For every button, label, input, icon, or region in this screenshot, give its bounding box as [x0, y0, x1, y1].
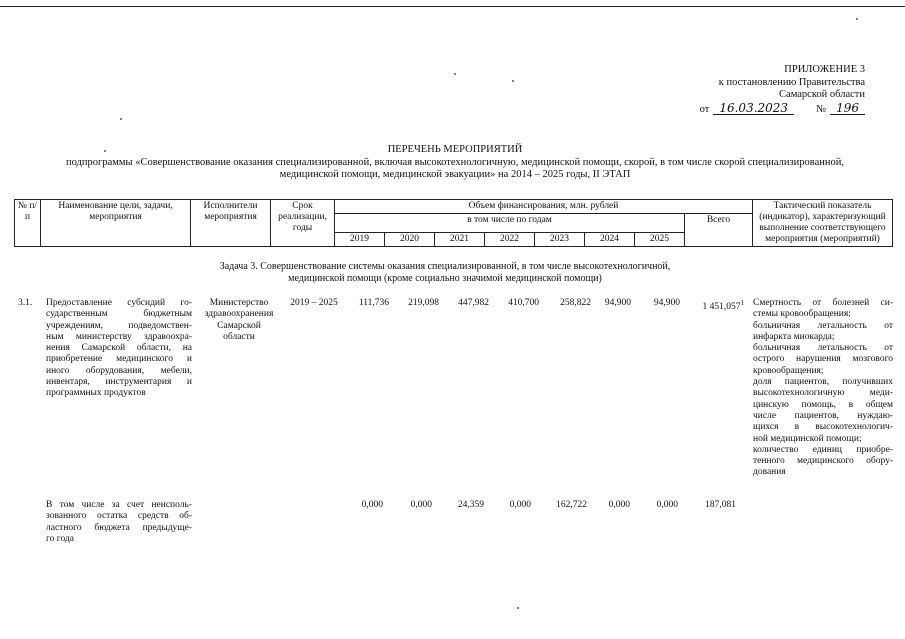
executor-line: Министерство	[209, 298, 269, 308]
indicator-line: кровообращения;	[753, 365, 824, 376]
annex-line-3: Самарской области	[779, 89, 865, 100]
executor-line: здравоохранения	[204, 309, 274, 320]
header-year: 2023	[535, 233, 585, 247]
header-year: 2021	[435, 233, 485, 247]
number-prefix: №	[816, 103, 827, 115]
value-2025: 0,000	[656, 500, 678, 510]
name-line: В том числе за счет неисполь-	[46, 500, 192, 510]
header-indicator: Тактический показатель (индикатор), характеризующий выполнение соответствующего мероприятия (мероприятий)	[753, 200, 893, 247]
header-num: № п/п	[15, 200, 41, 247]
task-line-1: Задача 3. Совершенствование системы оказания специализированной, в том числе высокотехнологичной,	[219, 261, 671, 272]
scan-speck	[856, 18, 858, 20]
value-total: 187,081	[705, 500, 736, 510]
indicator-line: доля пациентов, получивших	[753, 377, 893, 388]
value-2022: 0,000	[509, 500, 531, 510]
header-total: Всего	[685, 214, 753, 247]
annex-stamp	[665, 64, 865, 116]
header-executors: Исполнители мероприятия	[191, 200, 271, 247]
value-2025: 94,900	[653, 298, 680, 308]
task-heading	[120, 261, 770, 285]
row-term: 2019 – 2025	[290, 298, 338, 308]
indicator-line: стемы кровообращения;	[753, 309, 851, 320]
name-line: ным министерству здравоохра-	[46, 331, 192, 342]
handwritten-date: 16.03.2023	[713, 102, 794, 116]
name-line: зованного остатка средств об-	[46, 511, 192, 522]
name-line: иного оборудования, мебели,	[46, 365, 192, 376]
value-2023: 162,722	[556, 500, 587, 510]
name-line: приобретение медицинского и	[46, 354, 192, 365]
header-name: Наименование цели, задачи, мероприятия	[41, 200, 191, 247]
name-line: Предоставление субсидий го-	[46, 298, 192, 308]
indicator-line: количество единиц приобре-	[753, 444, 893, 455]
value-2019: 0,000	[361, 500, 383, 510]
scan-speck	[104, 150, 106, 152]
header-year: 2022	[485, 233, 535, 247]
name-line: го года	[46, 533, 74, 544]
indicator-line: щихся в высокотехнологич-	[753, 422, 893, 433]
indicator-line: инфаркта миокарда;	[753, 331, 835, 342]
title-heading: ПЕРЕЧЕНЬ МЕРОПРИЯТИЙ	[387, 144, 523, 155]
header-year: 2024	[585, 233, 635, 247]
document-title	[30, 144, 880, 182]
indicator-line: больничная летальность от	[753, 320, 893, 331]
row-name-sub	[46, 500, 192, 545]
value-2022: 410,700	[508, 298, 539, 308]
indicator-line: дования	[753, 467, 786, 478]
indicator-line: высокотехнологичную меди-	[753, 388, 893, 399]
name-line: программных продуктов	[46, 388, 146, 399]
name-line: ластного бюджета предыдуще-	[46, 522, 192, 533]
top-scan-rule	[0, 6, 905, 7]
value-2024: 0,000	[608, 500, 630, 510]
task-line-2: медицинской помощи (кроме социально значимой медицинской помощи)	[288, 273, 602, 284]
total-amount: 1 451,057	[702, 302, 741, 313]
measures-table-header	[14, 199, 893, 247]
executor-line: Самарской	[217, 320, 261, 331]
annex-line-2: к постановлению Правительства	[718, 76, 865, 88]
name-line: нения Самарской области, на	[46, 343, 192, 354]
executor-line: области	[223, 331, 255, 342]
indicator-line: ной медицинской помощи;	[753, 433, 862, 444]
row-indicator	[753, 298, 893, 479]
header-by-years: в том числе по годам	[335, 214, 685, 233]
annex-date-line	[665, 102, 865, 117]
scan-speck	[517, 607, 519, 609]
name-line: инвентаря, инструментария и	[46, 377, 192, 388]
indicator-line: Смертность от болезней си-	[753, 298, 893, 308]
value-2020: 0,000	[410, 500, 432, 510]
date-prefix: от	[699, 103, 710, 115]
value-2019: 111,736	[358, 298, 389, 308]
value-2021: 447,982	[458, 298, 489, 308]
header-year: 2025	[635, 233, 685, 247]
handwritten-number: 196	[830, 102, 865, 116]
footnote-mark: 1	[740, 299, 744, 307]
title-line-1: подпрограммы «Совершенствование оказания специализированной, включая высокотехнологичную, медицинской помощи, скорой, в том числе скорой специализированной,	[65, 156, 845, 168]
scan-speck	[512, 80, 514, 82]
header-term: Срок реализации, годы	[271, 200, 335, 247]
value-2020: 219,098	[408, 298, 439, 308]
header-finance: Объем финансирования, млн. рублей	[335, 200, 753, 214]
indicator-line: острого нарушения мозгового	[753, 354, 893, 365]
scan-speck	[120, 118, 122, 120]
name-line: сударственным бюджетным	[46, 309, 192, 320]
title-line-2: медицинской помощи, медицинской эвакуации» на 2014 – 2025 годы, II ЭТАП	[279, 169, 631, 180]
value-total	[682, 298, 744, 313]
indicator-line: цинскую помощь, в общем	[753, 399, 893, 410]
header-year: 2020	[385, 233, 435, 247]
row-executor	[196, 298, 282, 343]
scan-speck	[454, 73, 456, 75]
value-2021: 24,359	[457, 500, 484, 510]
indicator-line: тенного медицинского обору-	[753, 456, 893, 467]
row-name	[46, 298, 192, 400]
value-2024: 94,900	[604, 298, 631, 308]
value-2023: 258,822	[560, 298, 591, 308]
indicator-line: числе пациентов, нуждаю-	[753, 410, 893, 421]
name-line: учреждениям, подведомствен-	[46, 320, 192, 331]
annex-title: ПРИЛОЖЕНИЕ 3	[784, 64, 865, 75]
header-year: 2019	[335, 233, 385, 247]
row-number: 3.1.	[18, 298, 33, 308]
indicator-line: больничная летальность от	[753, 343, 893, 354]
